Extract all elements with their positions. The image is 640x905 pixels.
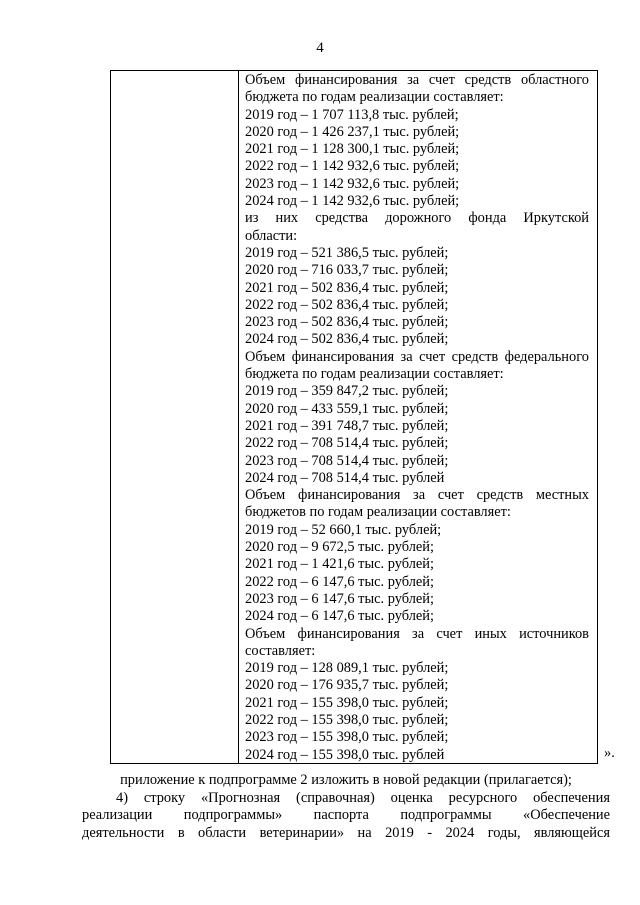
table-word: финансирования <box>291 348 395 365</box>
table-line: 2022 год – 1 142 932,6 тыс. рублей; <box>245 158 460 175</box>
paragraph-word: деятельности <box>82 824 165 841</box>
table-line: 2022 год – 502 836,4 тыс. рублей; <box>245 296 449 313</box>
table-word: за <box>412 625 425 642</box>
table-word: за <box>407 72 420 88</box>
table-word: местных <box>535 487 589 504</box>
table-line <box>245 349 597 366</box>
table-line: 2024 год – 6 147,6 тыс. рублей; <box>245 608 434 625</box>
table-left-cell <box>111 71 239 763</box>
page-number: 4 <box>316 40 324 56</box>
table-line: 2021 год – 155 398,0 тыс. рублей; <box>245 694 449 711</box>
paragraph-line <box>82 825 610 842</box>
table-line: 2019 год – 521 386,5 тыс. рублей; <box>245 244 449 261</box>
table-line: 2022 год – 155 398,0 тыс. рублей; <box>245 711 449 728</box>
paragraph-word: области <box>198 824 247 841</box>
table-line: 2023 год – 708 514,4 тыс. рублей; <box>245 452 449 469</box>
table-line: 2019 год – 52 660,1 тыс. рублей; <box>245 521 442 538</box>
table-line: 2020 год – 1 426 237,1 тыс. рублей; <box>245 123 460 140</box>
table-line: 2021 год – 1 128 300,1 тыс. рублей; <box>245 141 460 158</box>
table-line: 2024 год – 502 836,4 тыс. рублей; <box>245 331 449 348</box>
table-word: Объем <box>245 348 286 365</box>
paragraph-word: паспорта <box>313 807 369 824</box>
table-right-cell <box>239 71 597 763</box>
paragraph-line <box>82 790 610 807</box>
table-line: 2019 год – 1 707 113,8 тыс. рублей; <box>245 106 459 123</box>
table-line: 2024 год – 155 398,0 тыс. рублей <box>245 746 445 763</box>
table-line: 2021 год – 1 421,6 тыс. рублей; <box>245 556 434 573</box>
paragraph-word: (справочная) <box>296 790 375 806</box>
paragraph-word: строку <box>143 790 186 806</box>
paragraph-word: 4) <box>116 790 128 806</box>
table-line: 2020 год – 9 672,5 тыс. рублей; <box>245 539 434 556</box>
table-word: финансирования <box>298 487 401 504</box>
table-line: 2019 год – 128 089,1 тыс. рублей; <box>245 660 449 677</box>
table-word: финансирования <box>295 72 398 88</box>
table-word: средства <box>315 210 368 227</box>
table-line: 2019 год – 359 847,2 тыс. рублей; <box>245 383 449 400</box>
table-line: 2020 год – 176 935,7 тыс. рублей; <box>245 677 449 694</box>
table-word: Объем <box>245 625 286 642</box>
table-line: 2022 год – 6 147,6 тыс. рублей; <box>245 573 434 590</box>
paragraph-item-4 <box>82 790 610 842</box>
table-line: 2023 год – 1 142 932,6 тыс. рублей; <box>245 175 460 192</box>
paragraph-word: на <box>357 824 372 841</box>
table-word: средств <box>464 72 512 88</box>
table-line <box>245 626 597 643</box>
table-word: Иркутской <box>523 210 589 227</box>
table-word: источников <box>519 625 589 642</box>
table-word: Объем <box>245 487 286 504</box>
table-line: 2024 год – 1 142 932,6 тыс. рублей; <box>245 193 460 210</box>
table-word: средств <box>451 348 499 365</box>
paragraph-word: реализации <box>82 807 153 824</box>
paragraph-word: «Прогнозная <box>200 790 281 806</box>
table-word: счет <box>437 487 464 504</box>
paragraph-word: «Обеспечение <box>523 807 610 824</box>
paragraph-word: в <box>177 824 185 841</box>
table-line <box>245 72 597 89</box>
table-word: областного <box>520 72 589 88</box>
table-word: за <box>413 487 426 504</box>
table-line <box>245 487 597 504</box>
table-word: финансирования <box>297 625 400 642</box>
table-word: федерального <box>504 348 589 365</box>
table-word: из <box>245 210 259 227</box>
table-line: 2023 год – 155 398,0 тыс. рублей; <box>245 729 449 746</box>
paragraph-word: обеспечения <box>533 790 610 806</box>
paragraph-line <box>82 807 610 824</box>
paragraph-appendix: приложение к подпрограмме 2 изложить в новой редакции (прилагается); <box>120 772 572 788</box>
paragraph-word: 2019 <box>385 824 414 841</box>
table-word: счет <box>428 72 455 88</box>
table-word: дорожного <box>385 210 452 227</box>
table-word: них <box>275 210 299 227</box>
table-line: области: <box>245 227 298 244</box>
table-word: счет <box>419 348 446 365</box>
table-word: счет <box>436 625 463 642</box>
paragraph-word: ветеринарии» <box>259 824 345 841</box>
table-word: Объем <box>245 72 286 88</box>
paragraph-word: годы, <box>487 824 521 841</box>
table-line: 2022 год – 708 514,4 тыс. рублей; <box>245 435 449 452</box>
table-line <box>245 210 597 227</box>
passport-table <box>110 70 598 764</box>
paragraph-word: 2024 <box>445 824 475 841</box>
table-line: бюджета по годам реализации составляет: <box>245 89 504 106</box>
table-word: средств <box>476 487 524 504</box>
table-line: составляет: <box>245 642 316 659</box>
table-line: 2023 год – 502 836,4 тыс. рублей; <box>245 314 449 331</box>
table-line: 2024 год – 708 514,4 тыс. рублей <box>245 469 445 486</box>
table-line: 2020 год – 433 559,1 тыс. рублей; <box>245 400 449 417</box>
table-word: иных <box>474 625 507 642</box>
table-line: 2021 год – 502 836,4 тыс. рублей; <box>245 279 449 296</box>
paragraph-word: являющейся <box>534 824 610 841</box>
table-line: бюджета по годам реализации составляет: <box>245 366 504 383</box>
table-word: фонда <box>468 210 507 227</box>
closing-quote: ». <box>604 745 615 761</box>
paragraph-word: - <box>427 824 433 841</box>
paragraph-word: подпрограммы <box>400 807 492 824</box>
table-line: 2023 год – 6 147,6 тыс. рублей; <box>245 590 434 607</box>
table-line: 2020 год – 716 033,7 тыс. рублей; <box>245 262 449 279</box>
paragraph-word: ресурсного <box>448 790 518 806</box>
table-line: 2021 год – 391 748,7 тыс. рублей; <box>245 417 449 434</box>
paragraph-word: оценка <box>390 790 433 806</box>
table-word: за <box>400 348 413 365</box>
paragraph-word: подпрограммы» <box>183 807 283 824</box>
table-line: бюджетов по годам реализации составляет: <box>245 504 511 521</box>
